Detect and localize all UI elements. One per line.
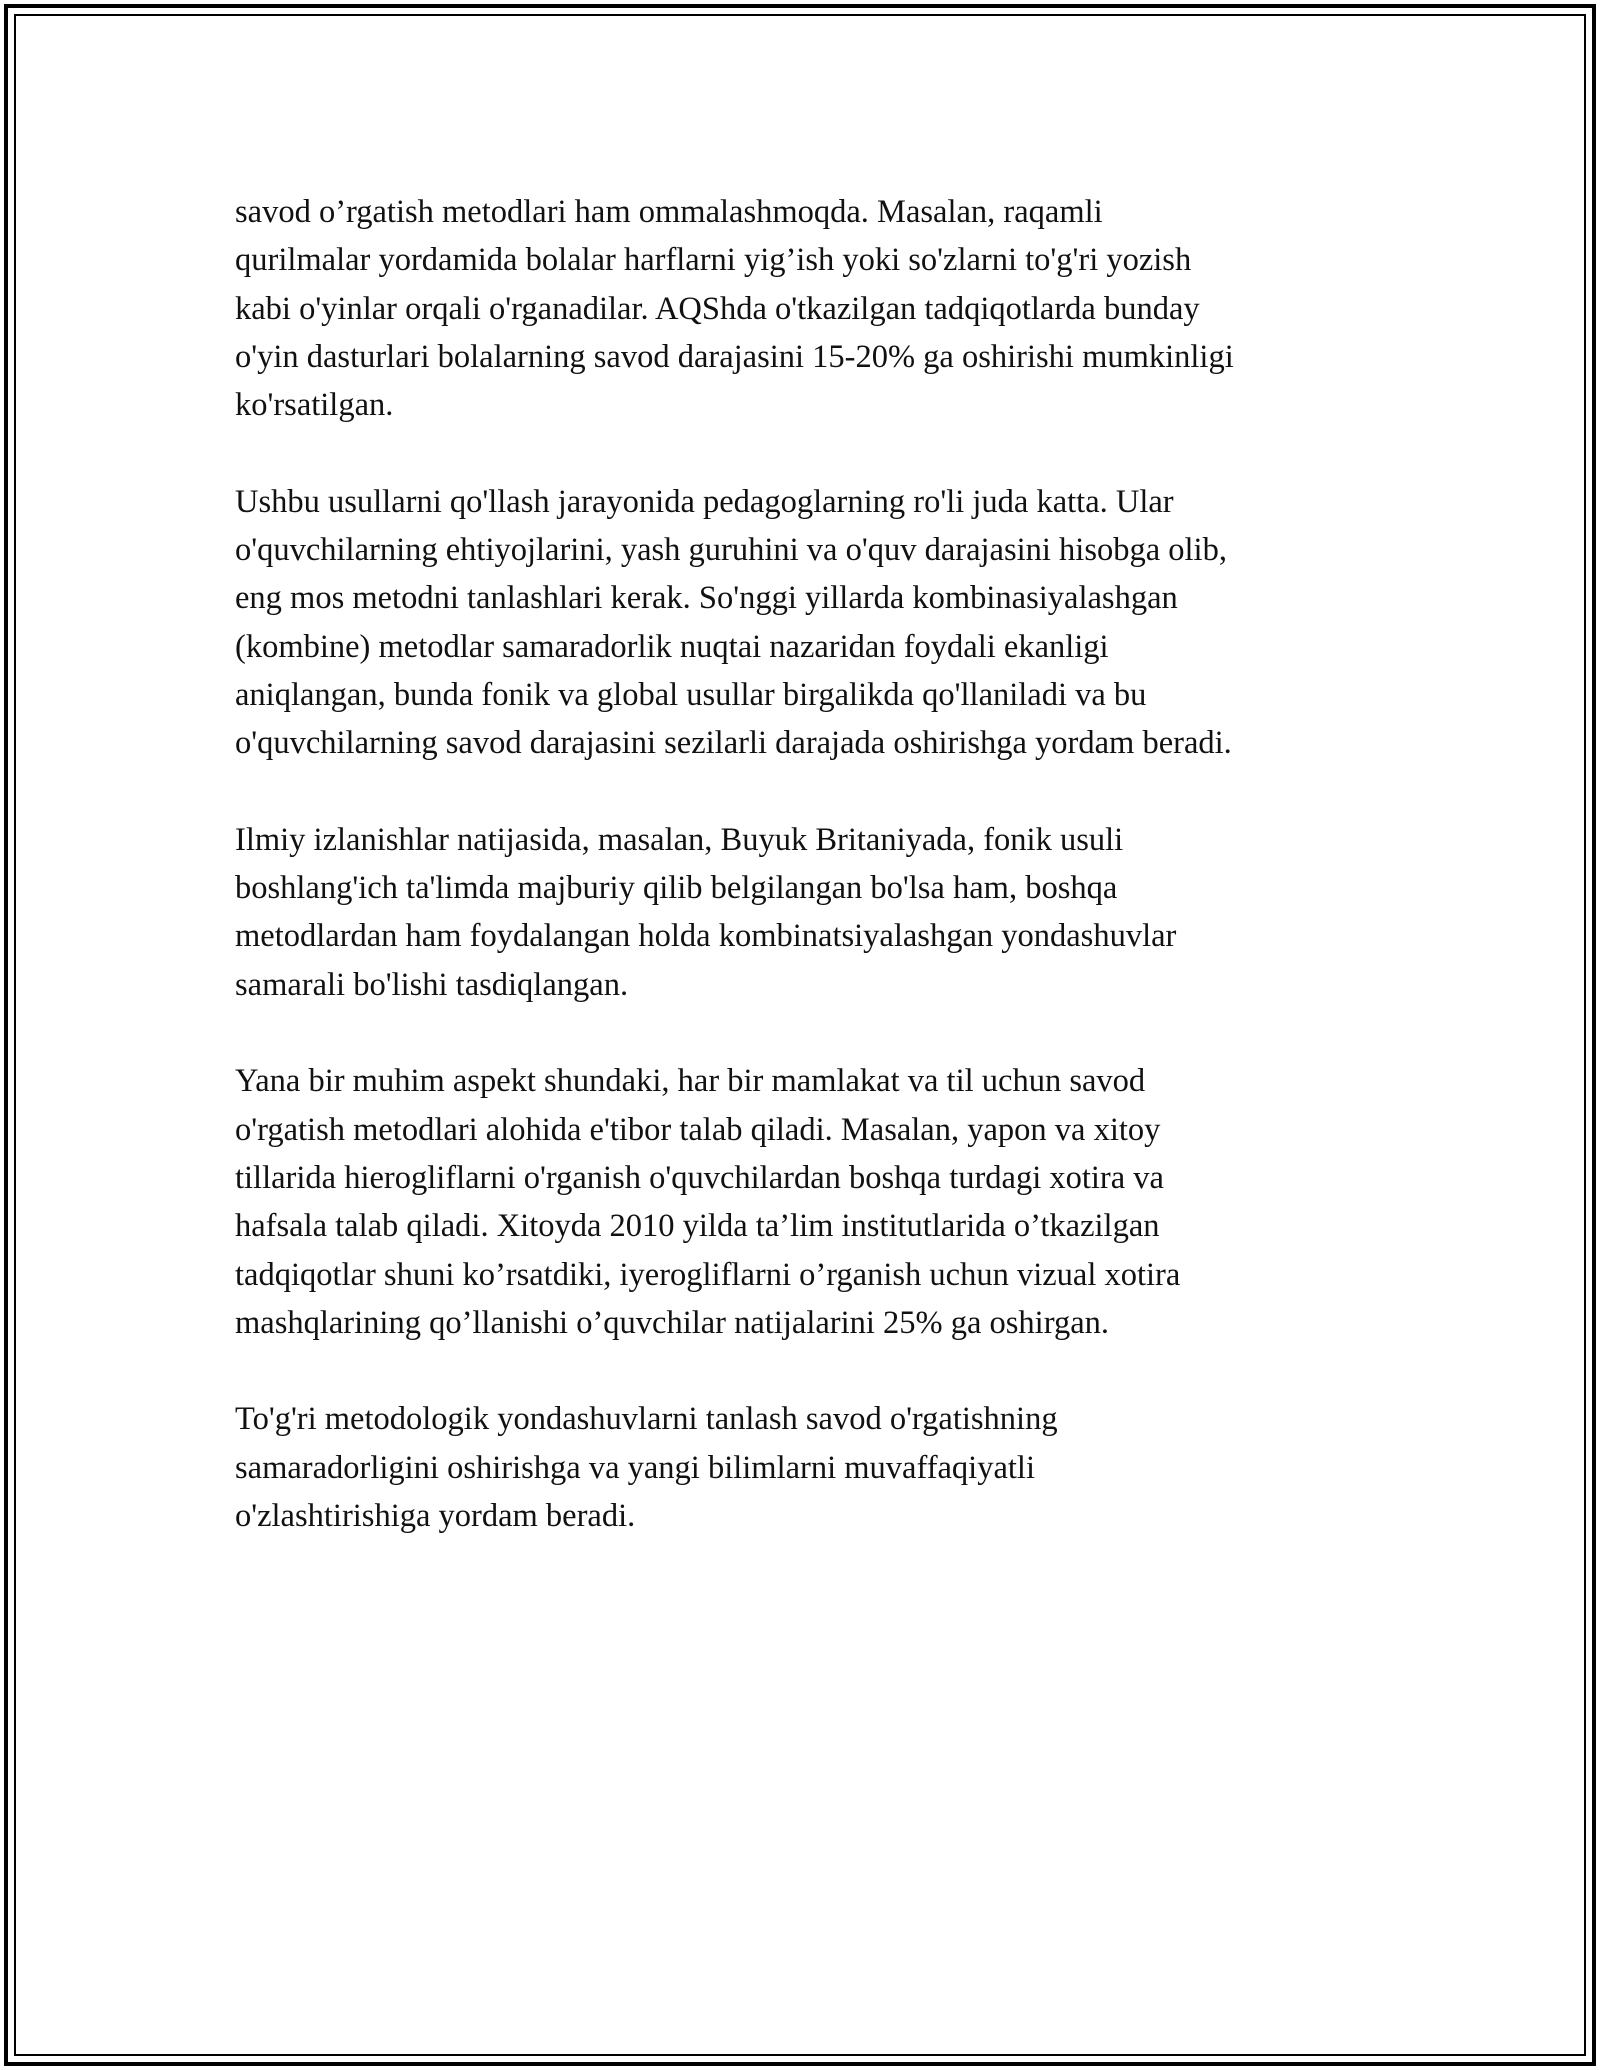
document-body xyxy=(235,188,1385,1589)
paragraph-1: savod o’rgatish metodlari ham ommalashmoqda. Masalan, raqamli qurilmalar yordamida bolalar harflarni yig’ish yoki so'zlarni to'g'ri yozish kabi o'yinlar orqali o'rganadilar. AQShda o'tkazilgan tadqiqotlarda bunday o'yin dasturlari bolalarning savod darajasini 15-20% ga oshirishi mumkinligi ko'rsatilgan. xyxy=(235,194,1234,424)
paragraph-3: Ilmiy izlanishlar natijasida, masalan, Buyuk Britaniyada, fonik usuli boshlang'ich ta'limda majburiy qilib belgilangan bo'lsa ham, boshqa metodlardan ham foydalangan holda kombinatsiyalashgan yondashuvlar samarali bo'lishi tasdiqlangan. xyxy=(235,821,1177,1003)
paragraph-2: Ushbu usullarni qo'llash jarayonida pedagoglarning ro'li juda katta. Ular o'quvchilarning ehtiyojlarini, yash guruhini va o'quv darajasini hisobga olib, eng mos metodni tanlashlari kerak. So'nggi yillarda kombinasiyalashgan (kombine) metodlar samaradorlik nuqtai nazaridan foydali ekanligi aniqlangan, bunda fonik va global usullar birgalikda qo'llaniladi va bu o'quvchilarning savod darajasini sezilarli darajada oshirishga yordam beradi. xyxy=(235,483,1232,762)
paragraph-5: To'g'ri metodologik yondashuvlarni tanlash savod o'rgatishning samaradorligini oshirishga va yangi bilimlarni muvaffaqiyatli o'zlashtirishiga yordam beradi. xyxy=(235,1401,1058,1535)
paragraph-4: Yana bir muhim aspekt shundaki, har bir mamlakat va til uchun savod o'rgatish metodlari alohida e'tibor talab qiladi. Masalan, yapon va xitoy tillarida hierogliflarni o'rganish o'quvchilardan boshqa turdagi xotira va hafsala talab qiladi. Xitoyda 2010 yilda ta’lim institutlarida o’tkazilgan tadqiqotlar shuni ko’rsatdiki, iyerogliflarni o’rganish uchun vizual xotira mashqlarining qo’llanishi o’quvchilar natijalarini 25% ga oshirgan. xyxy=(235,1063,1181,1341)
